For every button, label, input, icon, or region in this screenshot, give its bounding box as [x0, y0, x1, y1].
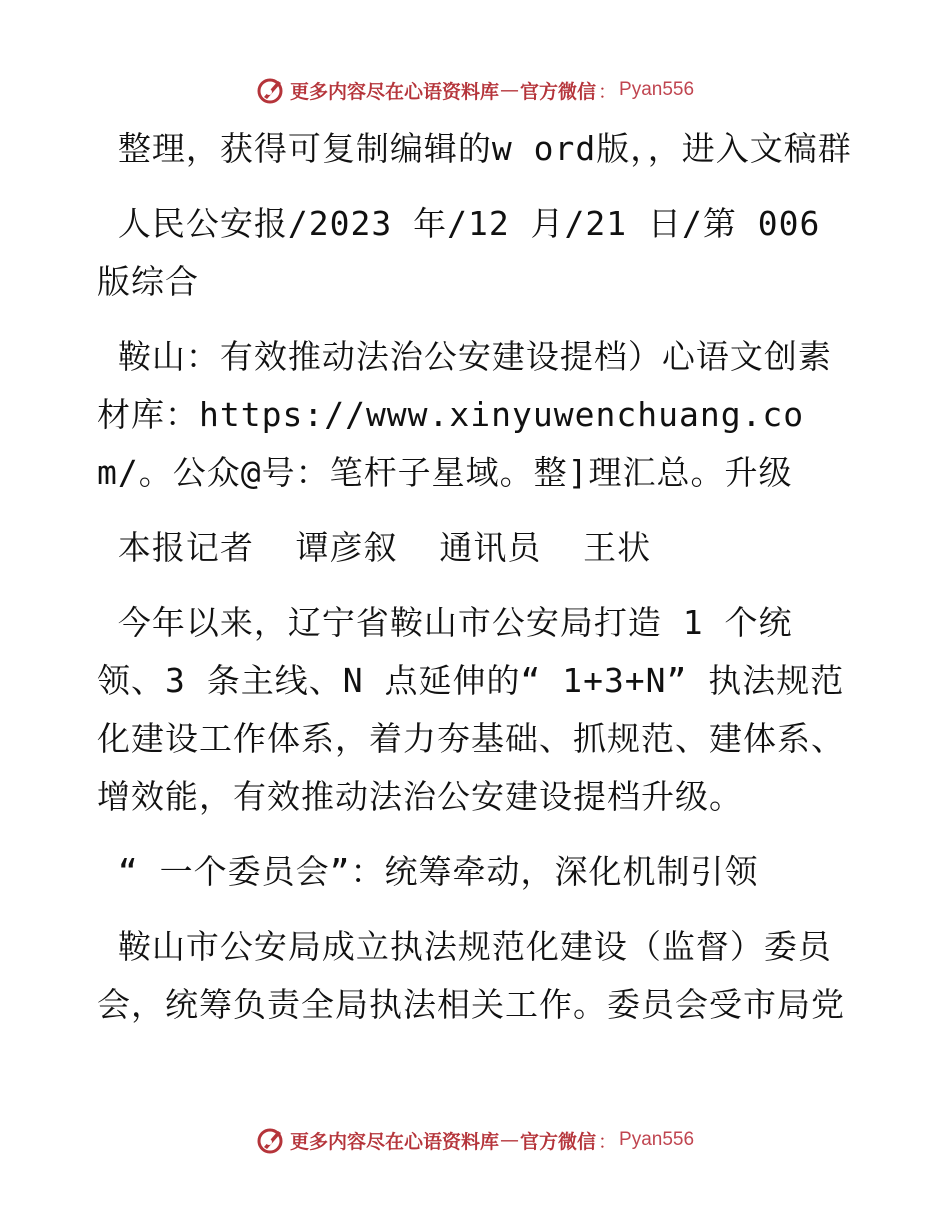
- paragraph-subheading: “ 一个委员会”：统筹牵动，深化机制引领: [97, 852, 759, 891]
- watermark-wechat-id: Pyan556: [619, 79, 695, 100]
- watermark-dash: —: [499, 79, 519, 101]
- paragraph-source: 人民公安报/2023 年/12 月/21 日/第 006 版综合: [97, 204, 842, 301]
- top-watermark-banner: [0, 70, 950, 110]
- quill-logo-icon: [256, 75, 286, 105]
- paragraph-lead: 今年以来，辽宁省鞍山市公安局打造 1 个统领、3 条主线、N 点延伸的“ 1+3+N” 执法规范化建设工作体系，着力夯基础、抓规范、建体系、增效能，有效推动法治公安建设提档升级。: [97, 603, 845, 816]
- watermark-official-label: 官方微信: [519, 80, 596, 103]
- watermark-dash: —: [499, 1129, 519, 1151]
- bottom-watermark-banner: [0, 1120, 950, 1160]
- watermark-brand-text: 更多内容尽在心语资料库: [289, 1130, 499, 1153]
- watermark-wechat-id: Pyan556: [619, 1129, 695, 1150]
- watermark-official-label: 官方微信: [519, 1130, 596, 1153]
- watermark-separator: ：: [598, 1130, 618, 1153]
- paragraph-intro: 整理，获得可复制编辑的w ord版，，进入文稿群: [97, 129, 852, 168]
- paragraph-byline: 本报记者 谭彦叙 通讯员 王状: [97, 528, 652, 567]
- quill-logo-icon: [256, 1125, 286, 1155]
- paragraph-headline: 鞍山：有效推动法治公安建设提档）心语文创素材库：https://www.xinyuwenchuang.com/。公众@号：笔杆子星域。整]理汇总。升级: [97, 337, 832, 492]
- watermark-brand-text: 更多内容尽在心语资料库: [289, 80, 499, 103]
- paragraph-body: 鞍山市公安局成立执法规范化建设（监督）委员会，统筹负责全局执法相关工作。委员会受市局党: [97, 927, 845, 1024]
- watermark-separator: ：: [598, 80, 618, 103]
- document-body: [97, 120, 857, 1051]
